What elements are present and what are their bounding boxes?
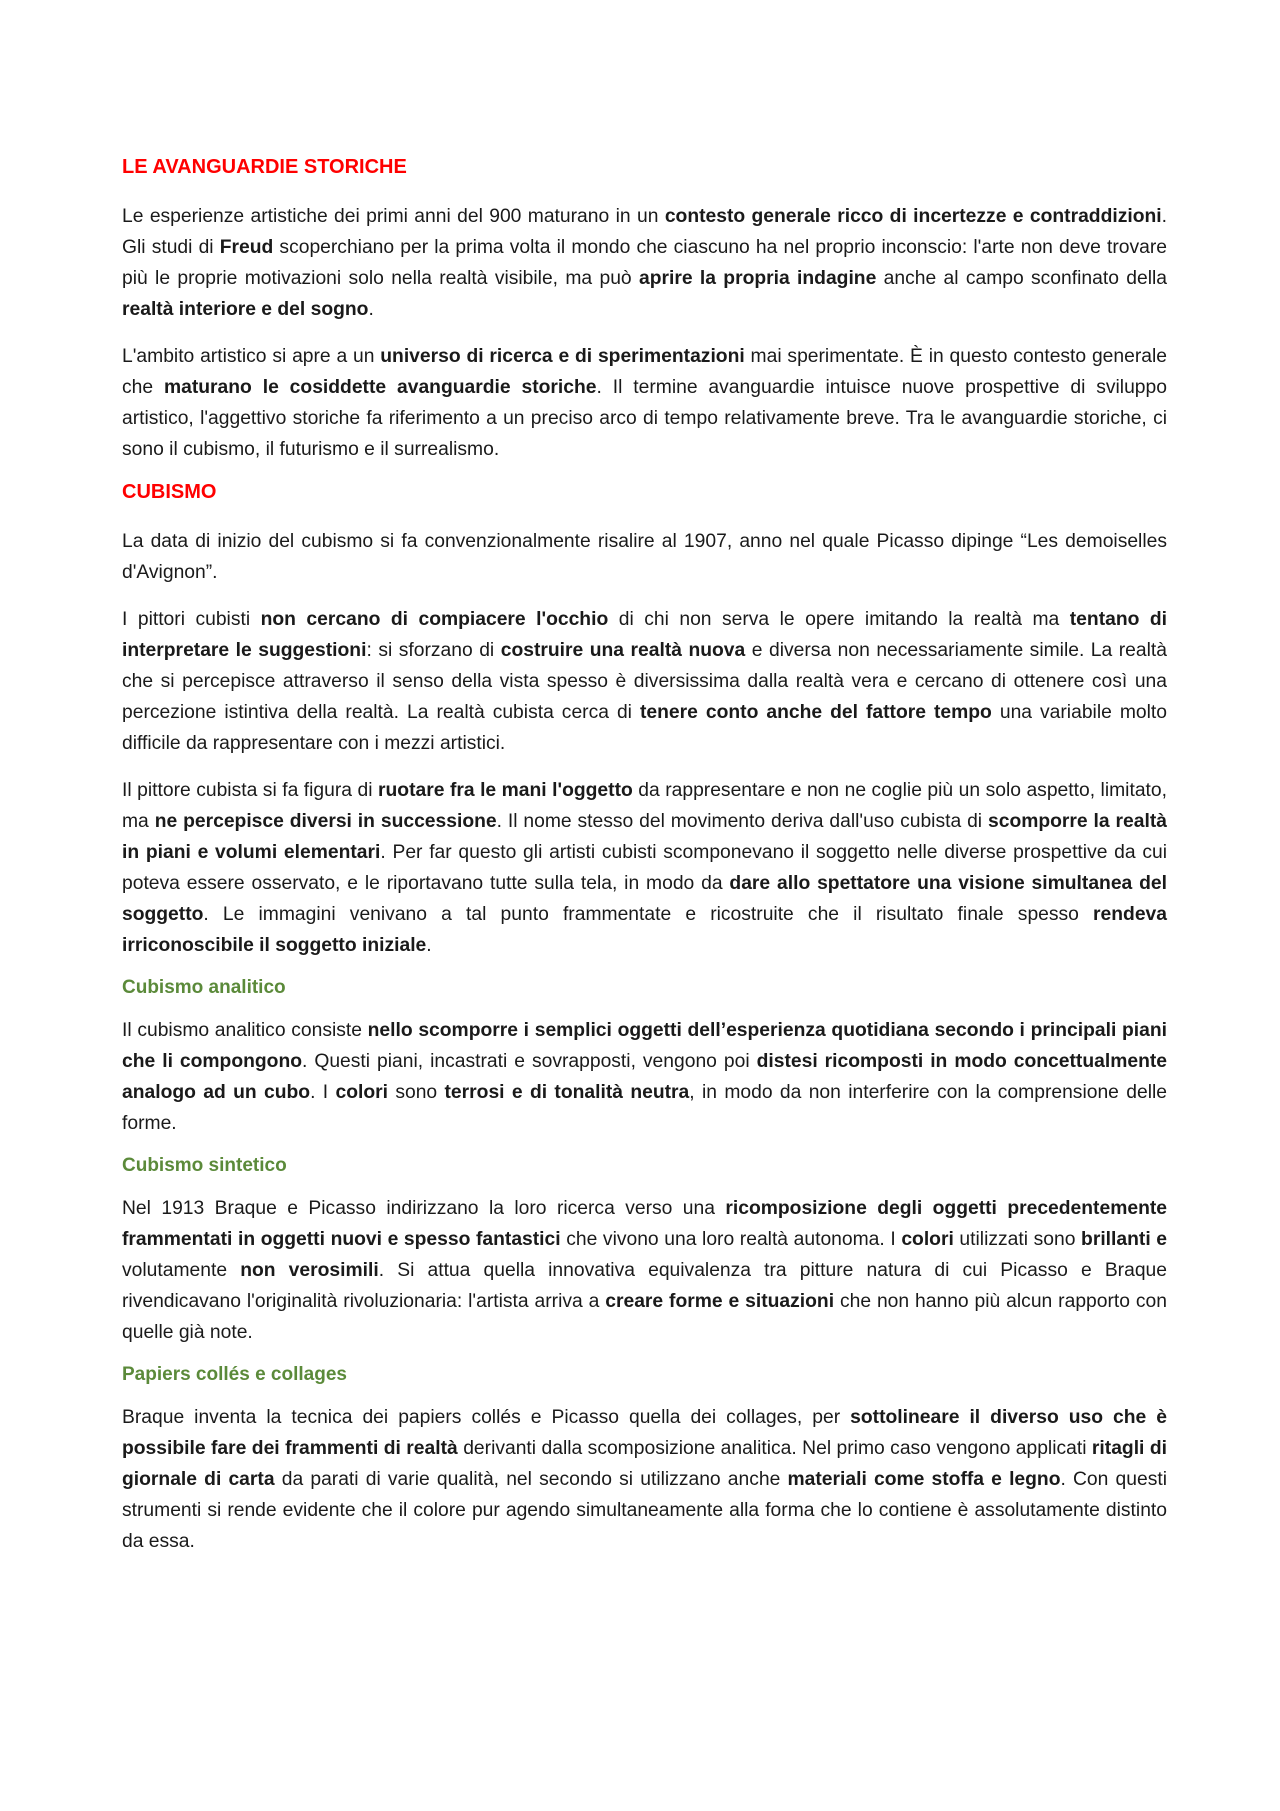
paragraph-data-inizio: La data di inizio del cubismo si fa convenzionalmente risalire al 1907, anno nel quale Picasso dipinge “Les demoiselles d'Avignon”. (122, 531, 1167, 583)
paragraph-papiers-colles: Braque inventa la tecnica dei papiers collés e Picasso quella dei collages, per sottolineare il diverso uso che è possibile fare dei frammenti di realtà derivanti dalla scomposizione analitica. Nel primo caso vengono applicati ritagli di giornale di carta da parati di varie qualità, nel secondo si utilizzano anche materiali come stoffa e legno. Con questi strumenti si rende evidente che il colore pur agendo simultaneamente alla forma che lo contiene è assolutamente distinto da essa. (122, 1407, 1167, 1552)
paragraph-intro: Le esperienze artistiche dei primi anni del 900 maturano in un contesto generale ricco di incertezze e contraddizioni. Gli studi di Freud scoperchiano per la prima volta il mondo che ciascuno ha nel proprio inconscio: l'arte non deve trovare più le proprie motivazioni solo nella realtà visibile, ma può aprire la propria indagine anche al campo sconfinato della realtà interiore e del sogno. (122, 206, 1167, 320)
heading-papiers-colles: Papiers collés e collages (122, 1364, 347, 1385)
paragraph-pittore-cubista: Il pittore cubista si fa figura di ruotare fra le mani l'oggetto da rappresentare e non ne coglie più un solo aspetto, limitato, ma ne percepisce diversi in successione. Il nome stesso del movimento deriva dall'uso cubista di scomporre la realtà in piani e volumi elementari. Per far questo gli artisti cubisti scomponevano il soggetto nelle diverse prospettive da cui poteva essere osservato, e le riportavano tutte sulla tela, in modo da dare allo spettatore una visione simultanea del soggetto. Le immagini venivano a tal punto frammentate e ricostruite che il risultato finale spesso rendeva irriconoscibile il soggetto iniziale. (122, 780, 1167, 956)
paragraph-ambito-artistico: L'ambito artistico si apre a un universo di ricerca e di sperimentazioni mai sperimentate. È in questo contesto generale che maturano le cosiddette avanguardie storiche. Il termine avanguardie intuisce nuove prospettive di sviluppo artistico, l'aggettivo storiche fa riferimento a un preciso arco di tempo relativamente breve. Tra le avanguardie storiche, ci sono il cubismo, il futurismo e il surrealismo. (122, 346, 1167, 460)
heading-cubismo: CUBISMO (122, 481, 217, 503)
heading-cubismo-analitico: Cubismo analitico (122, 977, 286, 998)
paragraph-cubismo-sintetico: Nel 1913 Braque e Picasso indirizzano la loro ricerca verso una ricomposizione degli oggetti precedentemente frammentati in oggetti nuovi e spesso fantastici che vivono una loro realtà autonoma. I colori utilizzati sono brillanti e volutamente non verosimili. Si attua quella innovativa equivalenza tra pitture natura di cui Picasso e Braque rivendicavano l'originalità rivoluzionaria: l'artista arriva a creare forme e situazioni che non hanno più alcun rapporto con quelle già note. (122, 1198, 1168, 1343)
heading-avanguardie-storiche: LE AVANGUARDIE STORICHE (122, 156, 407, 178)
paragraph-pittori-cubisti: I pittori cubisti non cercano di compiacere l'occhio di chi non serva le opere imitando la realtà ma tentano di interpretare le suggestioni: si sforzano di costruire una realtà nuova e diversa non necessariamente simile. La realtà che si percepisce attraverso il senso della vista spesso è diversissima dalla realtà vera e cercano di ottenere così una percezione istintiva della realtà. La realtà cubista cerca di tenere conto anche del fattore tempo una variabile molto difficile da rappresentare con i mezzi artistici. (122, 609, 1168, 754)
paragraph-cubismo-analitico: Il cubismo analitico consiste nello scomporre i semplici oggetti dell’esperienza quotidiana secondo i principali piani che li compongono. Questi piani, incastrati e sovrapposti, vengono poi distesi ricomposti in modo concettualmente analogo ad un cubo. I colori sono terrosi e di tonalità neutra, in modo da non interferire con la comprensione delle forme. (122, 1020, 1167, 1134)
heading-cubismo-sintetico: Cubismo sintetico (122, 1155, 287, 1176)
